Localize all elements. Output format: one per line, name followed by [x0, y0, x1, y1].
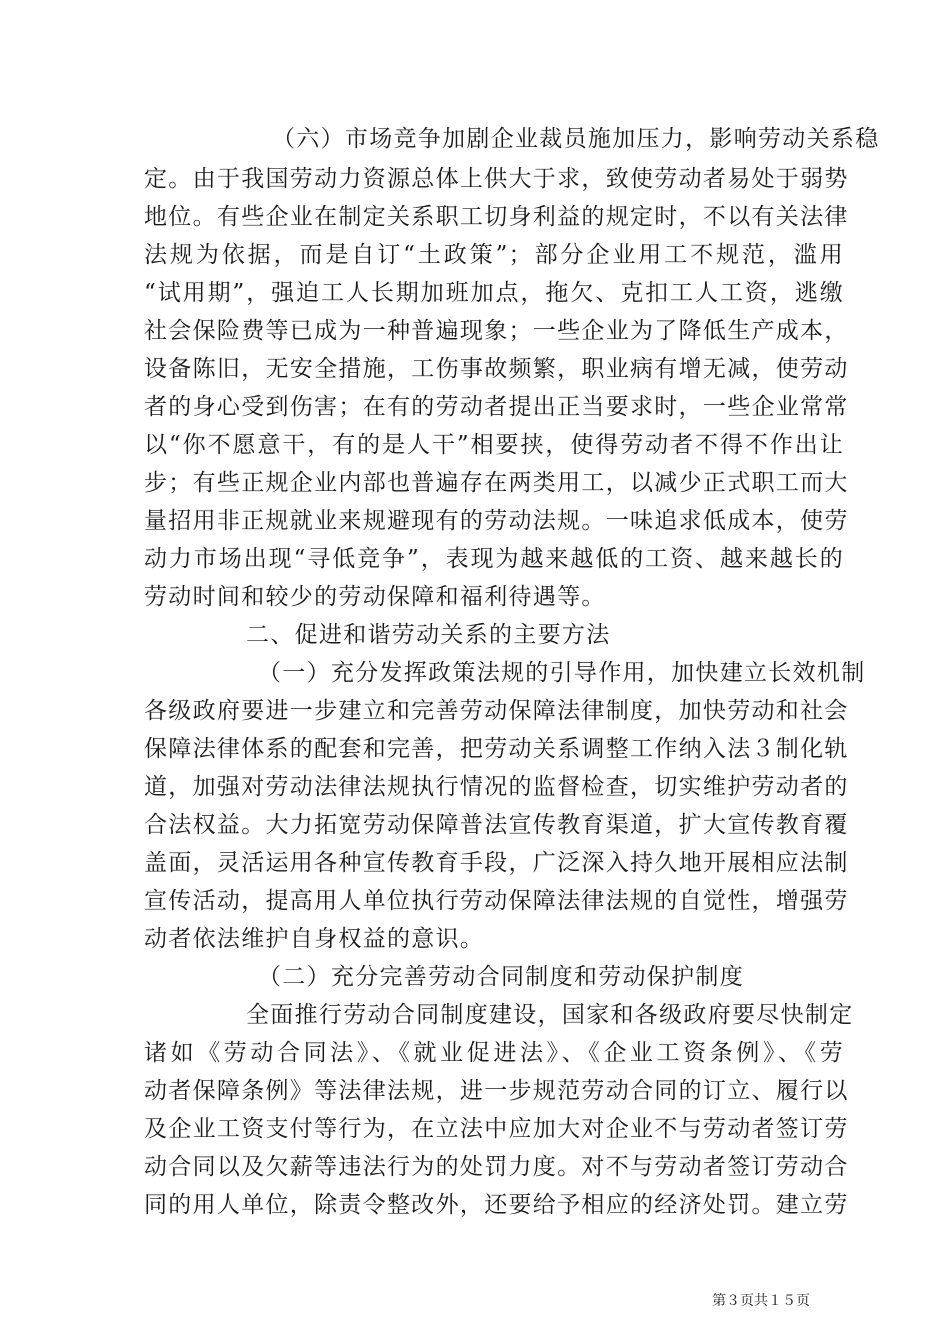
paragraph-line: 动合同以及欠薪等违法行为的处罚力度。对不与劳动者签订劳动合 [144, 1154, 849, 1180]
paragraph-line: 诸如《劳动合同法》、《就业促进法》、《企业工资条例》、《劳 [144, 1040, 844, 1066]
paragraph-line: 同的用人单位，除责令整改外，还要给予相应的经济处罚。建立劳 [144, 1192, 849, 1218]
subsection-heading: （一）充分发挥政策法规的引导作用，加快建立长效机制 [258, 660, 866, 686]
paragraph-line: 全面推行劳动合同制度建设，国家和各级政府要尽快制定 [246, 1002, 854, 1028]
paragraph-line: 宣传活动，提高用人单位执行劳动保障法律法规的自觉性，增强劳 [144, 888, 849, 914]
paragraph-line: 量招用非正规就业来规避现有的劳动法规。一味追求低成本，使劳 [144, 508, 849, 534]
paragraph-line: 劳动时间和较少的劳动保障和福利待遇等。 [144, 584, 606, 610]
paragraph-line: 道，加强对劳动法律法规执行情况的监督检查，切实维护劳动者的 [144, 774, 849, 800]
paragraph-line: 法规为依据，而是自订“土政策”；部分企业用工不规范，滥用 [144, 242, 844, 268]
paragraph-line: 者的身心受到伤害；在有的劳动者提出正当要求时，一些企业常常 [144, 394, 849, 420]
paragraph-line: 以“你不愿意干，有的是人干”相要挟，使得劳动者不得不作出让 [144, 432, 844, 458]
paragraph-line: “试用期”，强迫工人长期加班加点，拖欠、克扣工人工资，逃缴 [144, 280, 844, 306]
paragraph-line: 及企业工资支付等行为，在立法中应加大对企业不与劳动者签订劳 [144, 1116, 849, 1142]
paragraph-line: 地位。有些企业在制定关系职工切身利益的规定时，不以有关法律 [144, 204, 849, 230]
subsection-heading: （二）充分完善劳动合同制度和劳动保护制度 [258, 964, 744, 990]
paragraph-line: 动者保障条例》等法律法规，进一步规范劳动合同的订立、履行以 [144, 1078, 849, 1104]
paragraph-line: 动力市场出现“寻低竞争”，表现为越来越低的工资、越来越长的 [144, 546, 844, 572]
paragraph-line: 步；有些正规企业内部也普遍存在两类用工，以减少正式职工而大 [144, 470, 849, 496]
paragraph-line: 保障法律体系的配套和完善，把劳动关系调整工作纳入法３制化轨 [144, 736, 849, 762]
paragraph-line: 各级政府要进一步建立和完善劳动保障法律制度，加快劳动和社会 [144, 698, 849, 724]
paragraph-line: 定。由于我国劳动力资源总体上供大于求，致使劳动者易处于弱势 [144, 166, 849, 192]
paragraph-line: 设备陈旧，无安全措施，工伤事故频繁，职业病有增无减，使劳动 [144, 356, 849, 382]
page-number-footer: 第３页共１５页 [712, 1293, 810, 1309]
paragraph-line: 盖面，灵活运用各种宣传教育手段，广泛深入持久地开展相应法制 [144, 850, 849, 876]
paragraph-line: 社会保险费等已成为一种普遍现象；一些企业为了降低生产成本， [144, 318, 849, 344]
section-heading: 二、促进和谐劳动关系的主要方法 [246, 622, 611, 648]
paragraph-line: 合法权益。大力拓宽劳动保障普法宣传教育渠道，扩大宣传教育覆 [144, 812, 849, 838]
paragraph-line: 动者依法维护自身权益的意识。 [144, 926, 485, 952]
paragraph-line: （六）市场竞争加剧企业裁员施加压力，影响劳动关系稳 [272, 126, 880, 152]
